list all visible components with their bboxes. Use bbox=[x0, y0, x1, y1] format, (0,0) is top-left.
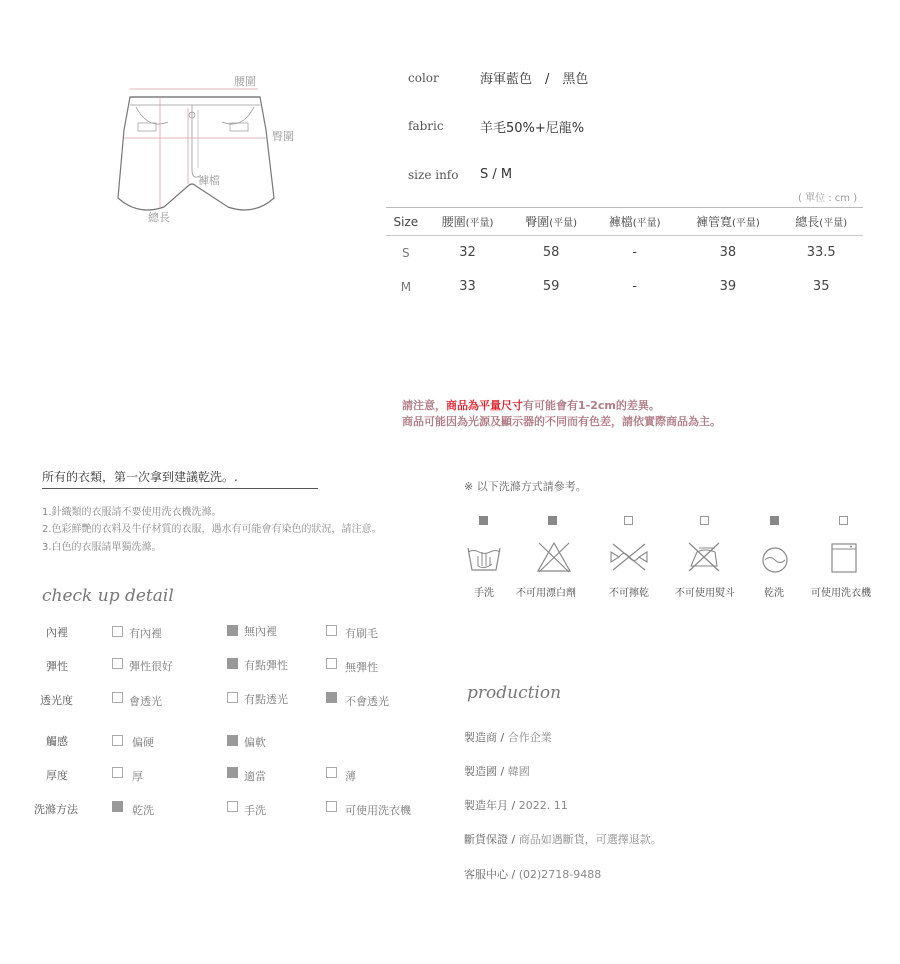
table-cell: 32 bbox=[459, 245, 476, 261]
size-notice bbox=[402, 398, 721, 430]
production-manufacturer: 製造商 / 合作企業 bbox=[464, 731, 552, 744]
care-indicator-hand-wash bbox=[479, 516, 488, 525]
option-hand-wash: 手洗 bbox=[244, 804, 266, 817]
care-indicator-no-wring bbox=[624, 516, 633, 525]
shorts-outline bbox=[118, 97, 274, 210]
checkbox-no-elastic bbox=[326, 658, 337, 669]
checkbox-hand-wash bbox=[227, 801, 238, 812]
checkbox-soft bbox=[227, 735, 238, 746]
no-iron-icon bbox=[685, 540, 723, 574]
header-rise: 褲檔(平量) bbox=[593, 208, 677, 236]
option-not-see-through: 不會透光 bbox=[345, 695, 389, 708]
size-info-value: S / M bbox=[480, 167, 513, 182]
wash-title: 所有的衣類，第一次拿到建議乾洗。. bbox=[42, 468, 318, 489]
care-indicator-dry-clean bbox=[770, 516, 779, 525]
checkbox-thick bbox=[112, 767, 123, 778]
checkbox-thin bbox=[326, 767, 337, 778]
care-label-dry-clean: 乾洗 bbox=[764, 588, 784, 599]
option-no-elastic: 無彈性 bbox=[345, 661, 378, 674]
table-cell: 35 bbox=[812, 279, 830, 294]
checkbox-hard bbox=[112, 735, 123, 746]
option-soft: 偏軟 bbox=[244, 736, 266, 749]
table-cell: M bbox=[400, 279, 412, 294]
notice-highlight: 商品為平量尺寸 bbox=[446, 399, 523, 412]
hand-wash-icon bbox=[466, 540, 502, 574]
option-machine-wash: 可使用洗衣機 bbox=[345, 804, 411, 817]
production-title: production bbox=[467, 683, 562, 703]
care-indicator-no-iron bbox=[700, 516, 709, 525]
diagram-label-length: 總長 bbox=[148, 211, 170, 224]
care-label-hand-wash: 手洗 bbox=[474, 588, 494, 599]
header-size: Size bbox=[386, 208, 426, 236]
checkbox-has-lining bbox=[112, 626, 123, 637]
detail-label-elasticity: 彈性 bbox=[46, 660, 68, 673]
table-cell: 38 bbox=[719, 245, 737, 261]
table-cell: 58 bbox=[542, 245, 560, 261]
production-service: 客服中心 / (02)2718-9488 bbox=[464, 868, 602, 881]
table-cell: - bbox=[632, 245, 638, 261]
option-see-through: 會透光 bbox=[129, 695, 162, 708]
checkbox-very-elastic bbox=[112, 658, 123, 669]
no-wring-icon bbox=[609, 540, 649, 574]
table-row bbox=[386, 236, 863, 270]
option-dry-clean: 乾洗 bbox=[132, 804, 154, 817]
notice-line-2: 商品可能因為光源及顯示器的不同而有色差，請依實際商品為主。 bbox=[402, 415, 721, 428]
fabric-key: fabric bbox=[408, 119, 444, 133]
option-very-elastic: 彈性很好 bbox=[129, 660, 173, 673]
detail-label-wash-method: 洗滌方法 bbox=[34, 803, 78, 816]
wash-note-3: 3.白色的衣服請單獨洗滌。 bbox=[42, 542, 162, 553]
table-cell: 39 bbox=[719, 279, 737, 294]
option-thin: 薄 bbox=[345, 770, 356, 783]
unit-note: ( 單位 : cm ) bbox=[798, 193, 858, 204]
checkbox-no-lining bbox=[227, 625, 238, 636]
notice-line-1: 請注意，商品為平量尺寸有可能會有1-2cm的差異。 bbox=[402, 399, 660, 412]
diagram-label-rise: 褲檔 bbox=[198, 174, 220, 187]
dry-clean-icon bbox=[759, 540, 791, 574]
option-no-lining: 無內裡 bbox=[244, 625, 277, 638]
detail-label-lining: 內裡 bbox=[46, 626, 68, 639]
diagram-label-hip: 臀圍 bbox=[272, 130, 294, 143]
option-thick: 厚 bbox=[132, 770, 143, 783]
care-label-no-wring: 不可擰乾 bbox=[609, 588, 649, 599]
table-cell: 59 bbox=[542, 279, 560, 294]
detail-label-texture: 觸感 bbox=[46, 735, 68, 748]
washing-machine-icon bbox=[829, 540, 859, 574]
care-indicator-no-bleach bbox=[548, 516, 557, 525]
checkbox-medium bbox=[227, 767, 238, 778]
option-slightly-see-through: 有點透光 bbox=[244, 693, 288, 706]
detail-label-thickness: 厚度 bbox=[46, 769, 68, 782]
option-hard: 偏硬 bbox=[132, 736, 154, 749]
production-date: 製造年月 / 2022. 11 bbox=[464, 799, 568, 812]
option-brushed: 有刷毛 bbox=[345, 627, 378, 640]
size-info-key: size info bbox=[408, 168, 459, 182]
color-key: color bbox=[408, 71, 439, 85]
checkbox-some-elastic bbox=[227, 658, 238, 669]
option-medium: 適當 bbox=[244, 770, 266, 783]
table-row bbox=[386, 270, 863, 304]
checkbox-not-see-through bbox=[326, 692, 337, 703]
header-length: 總長(平量) bbox=[779, 208, 863, 236]
color-value: 海軍藍色 / 黑色 bbox=[480, 72, 589, 87]
checkbox-dry-clean bbox=[112, 801, 123, 812]
no-bleach-icon bbox=[536, 540, 572, 574]
size-table-header bbox=[386, 208, 863, 236]
production-guarantee: 斷貨保證 / 商品如遇斷貨，可選擇退款。 bbox=[464, 833, 662, 846]
table-cell: - bbox=[632, 279, 638, 294]
checkbox-see-through bbox=[112, 692, 123, 703]
table-cell: 33.5 bbox=[806, 245, 836, 261]
table-cell: S bbox=[402, 245, 410, 260]
wash-note-2: 2.色彩鮮艷的衣料及牛仔材質的衣服，遇水有可能會有染色的狀況，請注意。 bbox=[42, 524, 382, 535]
option-has-lining: 有內裡 bbox=[129, 627, 162, 640]
header-waist: 腰圍(平量) bbox=[426, 208, 510, 236]
care-label-no-iron: 不可使用熨斗 bbox=[675, 588, 735, 599]
care-label-no-bleach: 不可用漂白劑 bbox=[516, 588, 576, 599]
header-hip: 臀圍(平量) bbox=[509, 208, 593, 236]
wash-note-1: 1.針織類的衣服請不要使用洗衣機洗滌。 bbox=[42, 507, 222, 518]
detail-title: check up detail bbox=[42, 586, 174, 606]
size-table bbox=[386, 207, 863, 304]
care-label-washing-machine: 可使用洗衣機 bbox=[811, 588, 871, 599]
diagram-label-waist: 腰圍 bbox=[234, 75, 256, 88]
care-indicator-washing-machine bbox=[839, 516, 848, 525]
fabric-value: 羊毛50%+尼龍% bbox=[480, 121, 585, 136]
table-cell: 33 bbox=[459, 279, 476, 294]
header-leg-width: 褲管寬(平量) bbox=[676, 208, 779, 236]
wash-reference-note: ※ 以下洗滌方式請參考。 bbox=[464, 480, 587, 493]
checkbox-slightly-see-through bbox=[227, 692, 238, 703]
option-some-elastic: 有點彈性 bbox=[244, 659, 288, 672]
production-country: 製造國 / 韓國 bbox=[464, 765, 530, 778]
checkbox-machine-wash bbox=[326, 801, 337, 812]
shorts-diagram bbox=[108, 70, 308, 230]
detail-label-transparency: 透光度 bbox=[40, 694, 73, 707]
checkbox-brushed bbox=[326, 625, 337, 636]
